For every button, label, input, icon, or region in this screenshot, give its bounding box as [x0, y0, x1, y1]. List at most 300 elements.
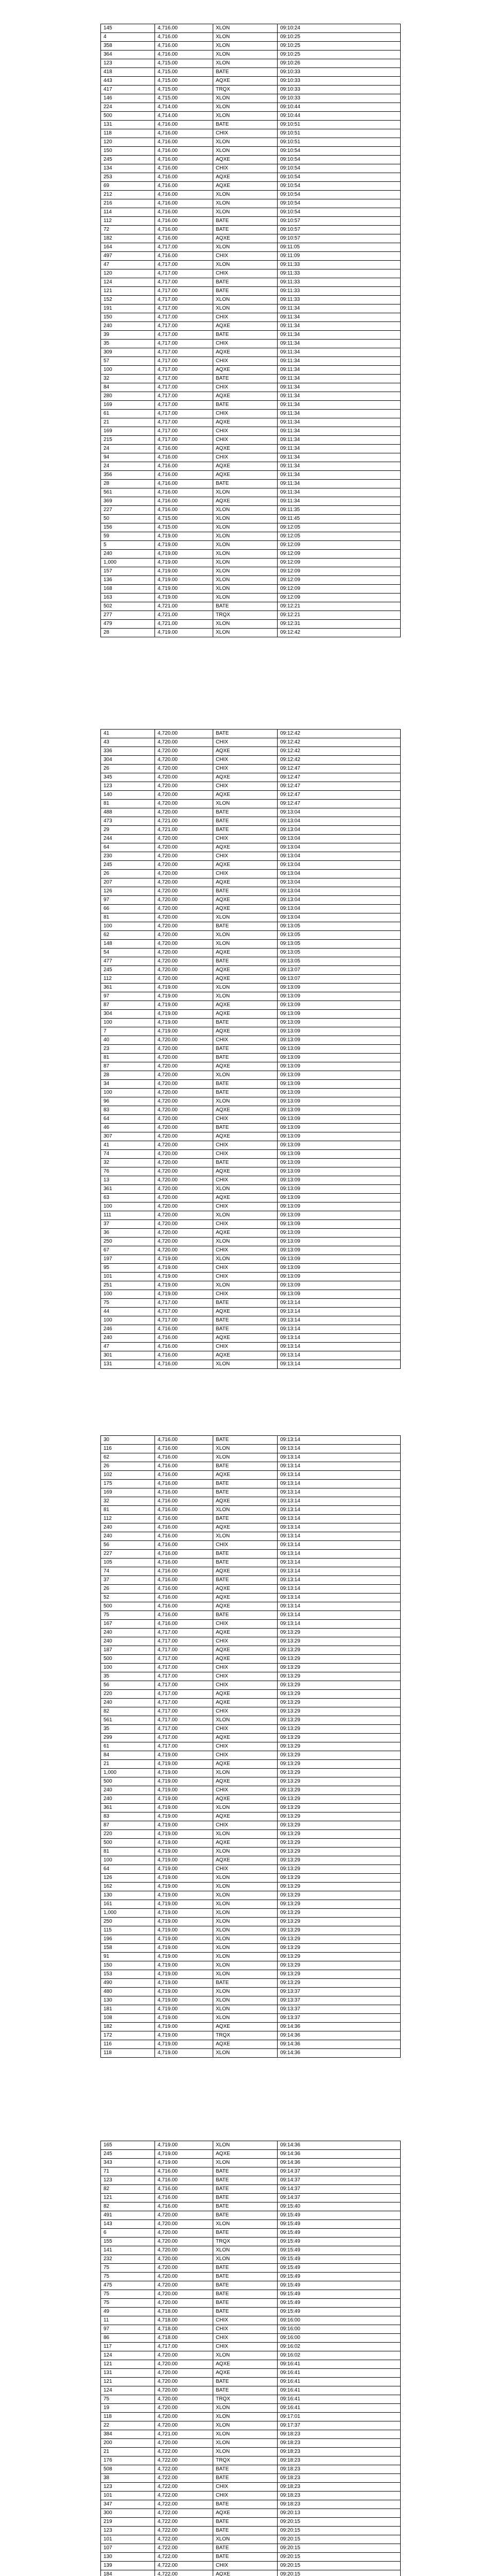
venue-cell: AQXE	[213, 1027, 278, 1036]
table-row	[101, 1707, 401, 1716]
time-cell: 09:13:09	[278, 1150, 401, 1159]
volume-cell: 364	[101, 50, 155, 59]
table-row	[101, 1264, 401, 1273]
volume-cell: 139	[101, 2562, 155, 2570]
price-cell: 4,720.00	[155, 2211, 213, 2220]
venue-cell: AQXE	[213, 2570, 278, 2576]
table-row	[101, 870, 401, 878]
time-cell: 09:11:33	[278, 278, 401, 287]
time-cell: 09:11:35	[278, 506, 401, 515]
venue-cell: XLON	[213, 42, 278, 50]
time-cell: 09:15:49	[278, 2281, 401, 2290]
time-cell: 09:11:34	[278, 348, 401, 357]
time-cell: 09:13:05	[278, 931, 401, 940]
table-row	[101, 2527, 401, 2535]
price-cell: 4,717.00	[155, 1655, 213, 1664]
time-cell: 09:12:42	[278, 747, 401, 756]
time-cell: 09:16:41	[278, 2404, 401, 2413]
volume-cell: 112	[101, 1515, 155, 1523]
venue-cell: AQXE	[213, 1795, 278, 1804]
venue-cell: XLON	[213, 550, 278, 558]
price-cell: 4,720.00	[155, 800, 213, 808]
venue-cell: XLON	[213, 2413, 278, 2421]
time-cell: 09:13:29	[278, 1690, 401, 1699]
volume-cell: 75	[101, 2299, 155, 2308]
table-row	[101, 2413, 401, 2421]
table-row	[101, 1273, 401, 1281]
volume-cell: 84	[101, 383, 155, 392]
price-cell: 4,719.00	[155, 629, 213, 637]
table-row	[101, 2005, 401, 2014]
volume-cell: 108	[101, 2014, 155, 2023]
price-cell: 4,718.00	[155, 2334, 213, 2343]
venue-cell: AQXE	[213, 1308, 278, 1316]
volume-cell: 52	[101, 1594, 155, 1602]
venue-cell: XLON	[213, 2448, 278, 2456]
volume-cell: 561	[101, 1716, 155, 1725]
time-cell: 09:13:09	[278, 1115, 401, 1124]
volume-cell: 500	[101, 1777, 155, 1786]
time-cell: 09:13:29	[278, 1637, 401, 1646]
venue-cell: AQXE	[213, 878, 278, 887]
price-cell: 4,716.00	[155, 2194, 213, 2202]
price-cell: 4,717.00	[155, 331, 213, 340]
price-cell: 4,722.00	[155, 2509, 213, 2518]
time-cell: 09:13:05	[278, 948, 401, 957]
time-cell: 09:13:09	[278, 1097, 401, 1106]
table-row	[101, 1497, 401, 1506]
time-cell: 09:11:34	[278, 410, 401, 418]
venue-cell: AQXE	[213, 1655, 278, 1664]
time-cell: 09:18:23	[278, 2439, 401, 2448]
venue-cell: XLON	[213, 1238, 278, 1246]
table-row	[101, 217, 401, 226]
price-cell: 4,717.00	[155, 1742, 213, 1751]
venue-cell: AQXE	[213, 1001, 278, 1010]
table-row	[101, 1716, 401, 1725]
price-cell: 4,720.00	[155, 2246, 213, 2255]
price-cell: 4,716.00	[155, 1488, 213, 1497]
table-row	[101, 1071, 401, 1080]
table-row	[101, 2439, 401, 2448]
venue-cell: CHIX	[213, 852, 278, 861]
venue-cell: XLON	[213, 1988, 278, 1996]
venue-cell: XLON	[213, 940, 278, 948]
table-row	[101, 558, 401, 567]
venue-cell: BATE	[213, 2378, 278, 2386]
price-cell: 4,717.00	[155, 436, 213, 445]
table-row	[101, 1918, 401, 1926]
table-row	[101, 2456, 401, 2465]
venue-cell: CHIX	[213, 453, 278, 462]
venue-cell: CHIX	[213, 1036, 278, 1045]
time-cell: 09:11:34	[278, 462, 401, 471]
time-cell: 09:13:09	[278, 1159, 401, 1167]
time-cell: 09:13:29	[278, 1734, 401, 1742]
venue-cell: TRQX	[213, 2395, 278, 2404]
volume-cell: 479	[101, 620, 155, 629]
venue-cell: CHIX	[213, 2343, 278, 2351]
time-cell: 09:13:14	[278, 1471, 401, 1480]
table-row	[101, 462, 401, 471]
venue-cell: XLON	[213, 506, 278, 515]
volume-cell: 28	[101, 1071, 155, 1080]
venue-cell: XLON	[213, 1900, 278, 1909]
venue-cell: XLON	[213, 541, 278, 550]
price-cell: 4,717.00	[155, 410, 213, 418]
trades-table-4	[100, 2141, 401, 2576]
price-cell: 4,720.00	[155, 2264, 213, 2273]
time-cell: 09:13:07	[278, 975, 401, 984]
venue-cell: CHIX	[213, 340, 278, 348]
volume-cell: 34	[101, 1080, 155, 1089]
volume-cell: 300	[101, 2509, 155, 2518]
price-cell: 4,720.00	[155, 1045, 213, 1054]
table-row	[101, 2299, 401, 2308]
volume-cell: 219	[101, 2518, 155, 2527]
time-cell: 09:10:51	[278, 129, 401, 138]
time-cell: 09:13:29	[278, 1655, 401, 1664]
venue-cell: AQXE	[213, 773, 278, 782]
table-row	[101, 1944, 401, 1953]
time-cell: 09:13:14	[278, 1611, 401, 1620]
table-row	[101, 1769, 401, 1777]
price-cell: 4,717.00	[155, 340, 213, 348]
table-row	[101, 1856, 401, 1865]
volume-cell: 163	[101, 594, 155, 602]
price-cell: 4,720.00	[155, 2378, 213, 2386]
price-cell: 4,719.00	[155, 1935, 213, 1944]
price-cell: 4,716.00	[155, 156, 213, 164]
volume-cell: 443	[101, 77, 155, 86]
table-row	[101, 2369, 401, 2378]
price-cell: 4,721.00	[155, 620, 213, 629]
table-row	[101, 269, 401, 278]
venue-cell: XLON	[213, 1970, 278, 1979]
price-cell: 4,719.00	[155, 992, 213, 1001]
table-row	[101, 2185, 401, 2194]
venue-cell: XLON	[213, 488, 278, 497]
volume-cell: 475	[101, 2281, 155, 2290]
venue-cell: BATE	[213, 1299, 278, 1308]
table-row	[101, 515, 401, 523]
price-cell: 4,716.00	[155, 1541, 213, 1550]
time-cell: 09:16:41	[278, 2378, 401, 2386]
price-cell: 4,716.00	[155, 226, 213, 234]
venue-cell: AQXE	[213, 1194, 278, 1202]
price-cell: 4,719.00	[155, 2031, 213, 2040]
table-row	[101, 2474, 401, 2483]
price-cell: 4,720.00	[155, 1106, 213, 1115]
volume-cell: 57	[101, 357, 155, 366]
price-cell: 4,719.00	[155, 1281, 213, 1290]
table-row	[101, 2334, 401, 2343]
volume-cell: 37	[101, 1220, 155, 1229]
volume-cell: 111	[101, 1211, 155, 1220]
table-row	[101, 1480, 401, 1488]
price-cell: 4,716.00	[155, 1550, 213, 1558]
price-cell: 4,720.00	[155, 2220, 213, 2229]
table-row	[101, 2023, 401, 2031]
volume-cell: 187	[101, 1646, 155, 1655]
price-cell: 4,720.00	[155, 1159, 213, 1167]
table-row	[101, 1979, 401, 1988]
price-cell: 4,716.00	[155, 1594, 213, 1602]
venue-cell: TRQX	[213, 2238, 278, 2246]
venue-cell: CHIX	[213, 1246, 278, 1255]
time-cell: 09:11:33	[278, 287, 401, 296]
table-row	[101, 103, 401, 112]
price-cell: 4,720.00	[155, 1036, 213, 1045]
time-cell: 09:15:49	[278, 2229, 401, 2238]
volume-cell: 81	[101, 1506, 155, 1515]
price-cell: 4,720.00	[155, 852, 213, 861]
price-cell: 4,722.00	[155, 2456, 213, 2465]
table-row	[101, 2176, 401, 2185]
venue-cell: XLON	[213, 1453, 278, 1462]
time-cell: 09:18:23	[278, 2448, 401, 2456]
time-cell: 09:12:47	[278, 765, 401, 773]
table-row	[101, 2535, 401, 2544]
price-cell: 4,719.00	[155, 2023, 213, 2031]
price-cell: 4,716.00	[155, 2202, 213, 2211]
time-cell: 09:12:09	[278, 585, 401, 594]
price-cell: 4,716.00	[155, 471, 213, 480]
price-cell: 4,719.00	[155, 1988, 213, 1996]
price-cell: 4,720.00	[155, 905, 213, 913]
time-cell: 09:16:02	[278, 2343, 401, 2351]
time-cell: 09:13:29	[278, 1664, 401, 1672]
table-row	[101, 1471, 401, 1480]
price-cell: 4,719.00	[155, 2049, 213, 2058]
table-row	[101, 1786, 401, 1795]
time-cell: 09:13:14	[278, 1523, 401, 1532]
price-cell: 4,717.00	[155, 1672, 213, 1681]
time-cell: 09:15:40	[278, 2202, 401, 2211]
price-cell: 4,720.00	[155, 1220, 213, 1229]
price-cell: 4,717.00	[155, 348, 213, 357]
venue-cell: XLON	[213, 2430, 278, 2439]
price-cell: 4,720.00	[155, 878, 213, 887]
time-cell: 09:13:29	[278, 1900, 401, 1909]
volume-cell: 5	[101, 541, 155, 550]
table-row	[101, 922, 401, 931]
table-row	[101, 1194, 401, 1202]
volume-cell: 32	[101, 375, 155, 383]
volume-cell: 87	[101, 1001, 155, 1010]
time-cell: 09:20:15	[278, 2562, 401, 2570]
venue-cell: BATE	[213, 1550, 278, 1558]
table-row	[101, 878, 401, 887]
venue-cell: CHIX	[213, 1176, 278, 1185]
time-cell: 09:14:37	[278, 2185, 401, 2194]
venue-cell: CHIX	[213, 1742, 278, 1751]
volume-cell: 101	[101, 2535, 155, 2544]
volume-cell: 97	[101, 896, 155, 905]
price-cell: 4,719.00	[155, 1891, 213, 1900]
time-cell: 09:14:36	[278, 2023, 401, 2031]
volume-cell: 105	[101, 1558, 155, 1567]
table-row	[101, 138, 401, 147]
price-cell: 4,716.00	[155, 173, 213, 182]
venue-cell: CHIX	[213, 383, 278, 392]
time-cell: 09:11:05	[278, 243, 401, 252]
table-row	[101, 1462, 401, 1471]
table-row	[101, 1961, 401, 1970]
time-cell: 09:13:09	[278, 1054, 401, 1062]
time-cell: 09:13:14	[278, 1334, 401, 1343]
venue-cell: AQXE	[213, 1351, 278, 1360]
time-cell: 09:13:37	[278, 2014, 401, 2023]
volume-cell: 91	[101, 1953, 155, 1961]
price-cell: 4,716.00	[155, 42, 213, 50]
time-cell: 09:18:23	[278, 2465, 401, 2474]
venue-cell: XLON	[213, 2535, 278, 2544]
time-cell: 09:13:14	[278, 1343, 401, 1351]
time-cell: 09:15:49	[278, 2264, 401, 2273]
table-row	[101, 191, 401, 199]
time-cell: 09:13:29	[278, 1891, 401, 1900]
venue-cell: AQXE	[213, 1471, 278, 1480]
venue-cell: AQXE	[213, 418, 278, 427]
venue-cell: AQXE	[213, 234, 278, 243]
table-row	[101, 1360, 401, 1369]
table-row	[101, 1970, 401, 1979]
price-cell: 4,721.00	[155, 602, 213, 611]
time-cell: 09:13:07	[278, 966, 401, 975]
volume-cell: 251	[101, 1281, 155, 1290]
volume-cell: 69	[101, 182, 155, 191]
time-cell: 09:16:02	[278, 2351, 401, 2360]
time-cell: 09:13:09	[278, 1220, 401, 1229]
venue-cell: AQXE	[213, 2360, 278, 2369]
time-cell: 09:13:14	[278, 1576, 401, 1585]
time-cell: 09:10:54	[278, 156, 401, 164]
price-cell: 4,716.00	[155, 1611, 213, 1620]
venue-cell: XLON	[213, 243, 278, 252]
volume-cell: 74	[101, 1150, 155, 1159]
table-row	[101, 913, 401, 922]
venue-cell: BATE	[213, 2308, 278, 2316]
price-cell: 4,720.00	[155, 756, 213, 765]
table-row	[101, 1839, 401, 1848]
venue-cell: AQXE	[213, 462, 278, 471]
volume-cell: 130	[101, 1996, 155, 2005]
venue-cell: XLON	[213, 1769, 278, 1777]
table-row	[101, 2378, 401, 2386]
table-row	[101, 2465, 401, 2474]
venue-cell: XLON	[213, 1909, 278, 1918]
time-cell: 09:13:29	[278, 1681, 401, 1690]
volume-cell: 32	[101, 1497, 155, 1506]
volume-cell: 491	[101, 2211, 155, 2220]
venue-cell: BATE	[213, 1480, 278, 1488]
price-cell: 4,715.00	[155, 523, 213, 532]
table-row	[101, 1027, 401, 1036]
price-cell: 4,716.00	[155, 199, 213, 208]
time-cell: 09:13:29	[278, 1883, 401, 1891]
price-cell: 4,722.00	[155, 2492, 213, 2500]
price-cell: 4,716.00	[155, 480, 213, 488]
venue-cell: XLON	[213, 112, 278, 121]
venue-cell: CHIX	[213, 1150, 278, 1159]
venue-cell: AQXE	[213, 2369, 278, 2378]
time-cell: 09:13:09	[278, 1027, 401, 1036]
table-row	[101, 164, 401, 173]
price-cell: 4,716.00	[155, 1523, 213, 1532]
table-row	[101, 2500, 401, 2509]
table-row	[101, 1299, 401, 1308]
time-cell: 09:13:29	[278, 1725, 401, 1734]
time-cell: 09:15:49	[278, 2211, 401, 2220]
price-cell: 4,719.00	[155, 1264, 213, 1273]
venue-cell: XLON	[213, 1874, 278, 1883]
time-cell: 09:13:14	[278, 1515, 401, 1523]
table-row	[101, 948, 401, 957]
price-cell: 4,716.00	[155, 1453, 213, 1462]
price-cell: 4,716.00	[155, 1334, 213, 1343]
table-row	[101, 2273, 401, 2281]
time-cell: 09:11:34	[278, 383, 401, 392]
time-cell: 09:20:13	[278, 2509, 401, 2518]
time-cell: 09:11:34	[278, 322, 401, 331]
volume-cell: 1,000	[101, 1909, 155, 1918]
price-cell: 4,720.00	[155, 1132, 213, 1141]
price-cell: 4,717.00	[155, 243, 213, 252]
time-cell: 09:13:04	[278, 817, 401, 826]
time-cell: 09:12:09	[278, 541, 401, 550]
venue-cell: AQXE	[213, 2509, 278, 2518]
volume-cell: 114	[101, 208, 155, 217]
venue-cell: AQXE	[213, 1629, 278, 1637]
table-row	[101, 182, 401, 191]
table-row	[101, 1953, 401, 1961]
time-cell: 09:13:14	[278, 1325, 401, 1334]
price-cell: 4,719.00	[155, 1961, 213, 1970]
venue-cell: XLON	[213, 992, 278, 1001]
price-cell: 4,720.00	[155, 2351, 213, 2360]
price-cell: 4,716.00	[155, 164, 213, 173]
venue-cell: BATE	[213, 887, 278, 896]
venue-cell: XLON	[213, 585, 278, 594]
volume-cell: 220	[101, 1830, 155, 1839]
volume-cell: 28	[101, 629, 155, 637]
price-cell: 4,720.00	[155, 1211, 213, 1220]
volume-cell: 71	[101, 2167, 155, 2176]
volume-cell: 123	[101, 782, 155, 791]
price-cell: 4,717.00	[155, 392, 213, 401]
price-cell: 4,720.00	[155, 2273, 213, 2281]
table-row	[101, 2194, 401, 2202]
time-cell: 09:16:41	[278, 2369, 401, 2378]
price-cell: 4,720.00	[155, 975, 213, 984]
table-row	[101, 1795, 401, 1804]
time-cell: 09:12:47	[278, 791, 401, 800]
price-cell: 4,719.00	[155, 1804, 213, 1812]
time-cell: 09:11:34	[278, 418, 401, 427]
price-cell: 4,720.00	[155, 2369, 213, 2378]
venue-cell: BATE	[213, 2176, 278, 2185]
time-cell: 09:12:09	[278, 558, 401, 567]
venue-cell: BATE	[213, 2544, 278, 2553]
time-cell: 09:13:09	[278, 1176, 401, 1185]
price-cell: 4,720.00	[155, 1167, 213, 1176]
time-cell: 09:13:14	[278, 1532, 401, 1541]
price-cell: 4,719.00	[155, 1909, 213, 1918]
volume-cell: 84	[101, 1751, 155, 1760]
time-cell: 09:13:04	[278, 905, 401, 913]
volume-cell: 369	[101, 497, 155, 506]
